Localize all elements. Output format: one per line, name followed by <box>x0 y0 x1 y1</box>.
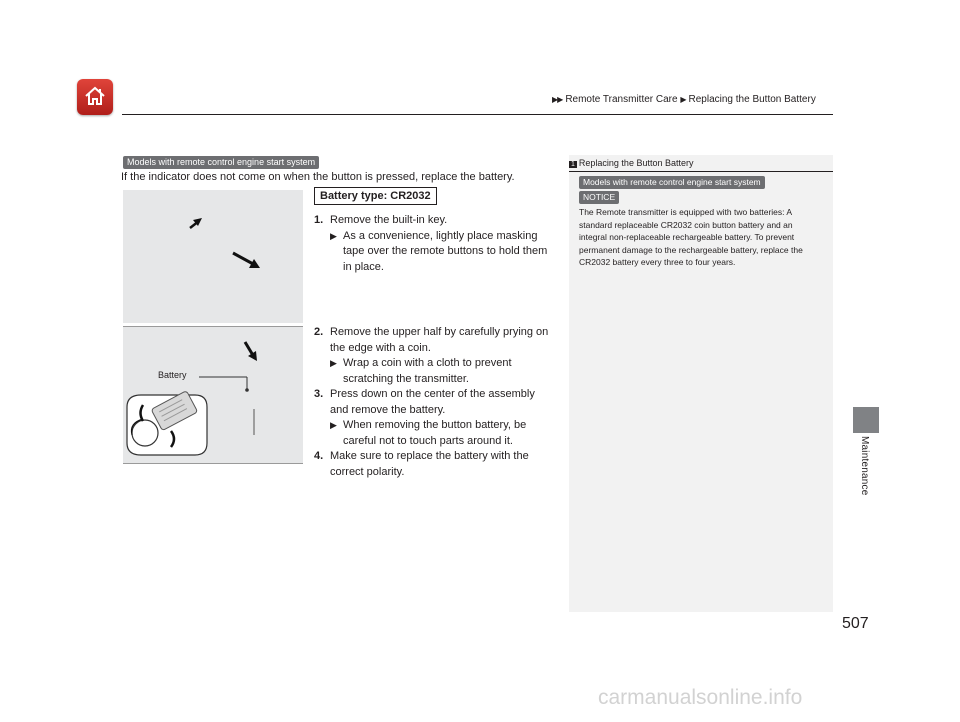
header-divider <box>122 114 833 115</box>
figure-divider <box>123 463 303 464</box>
battery-callout-label: Battery <box>158 370 187 380</box>
remove-battery-illustration <box>123 327 303 463</box>
section-tab-marker <box>853 407 879 433</box>
home-icon <box>83 84 107 108</box>
step-number: 2. <box>314 326 324 338</box>
step-text: Remove the built-in key. <box>330 214 448 226</box>
breadcrumb <box>552 94 816 105</box>
breadcrumb-item-replacing-button-battery: Replacing the Button Battery <box>688 94 816 105</box>
remove-key-illustration <box>123 190 303 323</box>
triangle-bullet-icon: ▶ <box>330 358 337 368</box>
model-tag: Models with remote control engine start system <box>123 156 319 169</box>
sidebar-model-tag: Models with remote control engine start system <box>579 176 765 189</box>
callout-dot <box>245 388 249 392</box>
sidebar-divider <box>569 171 833 172</box>
step-text: Remove the upper half by carefully prying on the edge with a coin. <box>330 326 549 354</box>
notice-badge: NOTICE <box>579 191 619 204</box>
breadcrumb-arrow-icon: ▶▶ <box>552 95 563 104</box>
step-subtext: Wrap a coin with a cloth to prevent scratching the transmitter. <box>343 357 512 385</box>
battery-icon <box>132 420 158 446</box>
intro-text: If the indicator does not come on when the button is pressed, replace the battery. <box>121 171 515 183</box>
step-1 <box>314 213 554 275</box>
reference-marker-icon: 1 <box>571 161 575 168</box>
watermark: carmanualsonline.info <box>598 686 803 709</box>
step-number: 4. <box>314 450 324 462</box>
breadcrumb-item-remote-transmitter-care[interactable]: Remote Transmitter Care <box>565 94 678 105</box>
steps-2-4 <box>314 325 554 480</box>
section-tab-label[interactable]: Maintenance <box>859 436 870 496</box>
figure-remove-key <box>123 190 303 323</box>
triangle-bullet-icon: ▶ <box>330 420 337 430</box>
step-subtext: When removing the button battery, be careful not to touch parts around it. <box>343 419 527 447</box>
step-number: 3. <box>314 388 324 400</box>
sidebar-text: The Remote transmitter is equipped with two batteries: A standard replaceable CR2032 coin button battery and an integral non-replaceable rechargeable battery. To prevent permanent damage to the rechargeable battery, replace the CR2032 battery every three to four years. <box>579 207 803 267</box>
step-text: Make sure to replace the battery with the correct polarity. <box>330 450 529 478</box>
step-text: Press down on the center of the assembly and remove the battery. <box>330 388 535 416</box>
sidebar-title <box>569 158 693 168</box>
step-number: 1. <box>314 214 324 226</box>
step-subtext: As a convenience, lightly place masking tape over the remote buttons to hold them in place. <box>343 229 548 273</box>
figure-remove-battery <box>123 327 303 463</box>
home-button[interactable] <box>77 79 113 115</box>
page-number: 507 <box>842 615 869 632</box>
breadcrumb-separator-icon: ▶ <box>680 95 686 104</box>
triangle-bullet-icon: ▶ <box>330 230 337 241</box>
battery-type-box: Battery type: CR2032 <box>314 187 437 205</box>
sidebar-title-text: Replacing the Button Battery <box>578 158 694 168</box>
